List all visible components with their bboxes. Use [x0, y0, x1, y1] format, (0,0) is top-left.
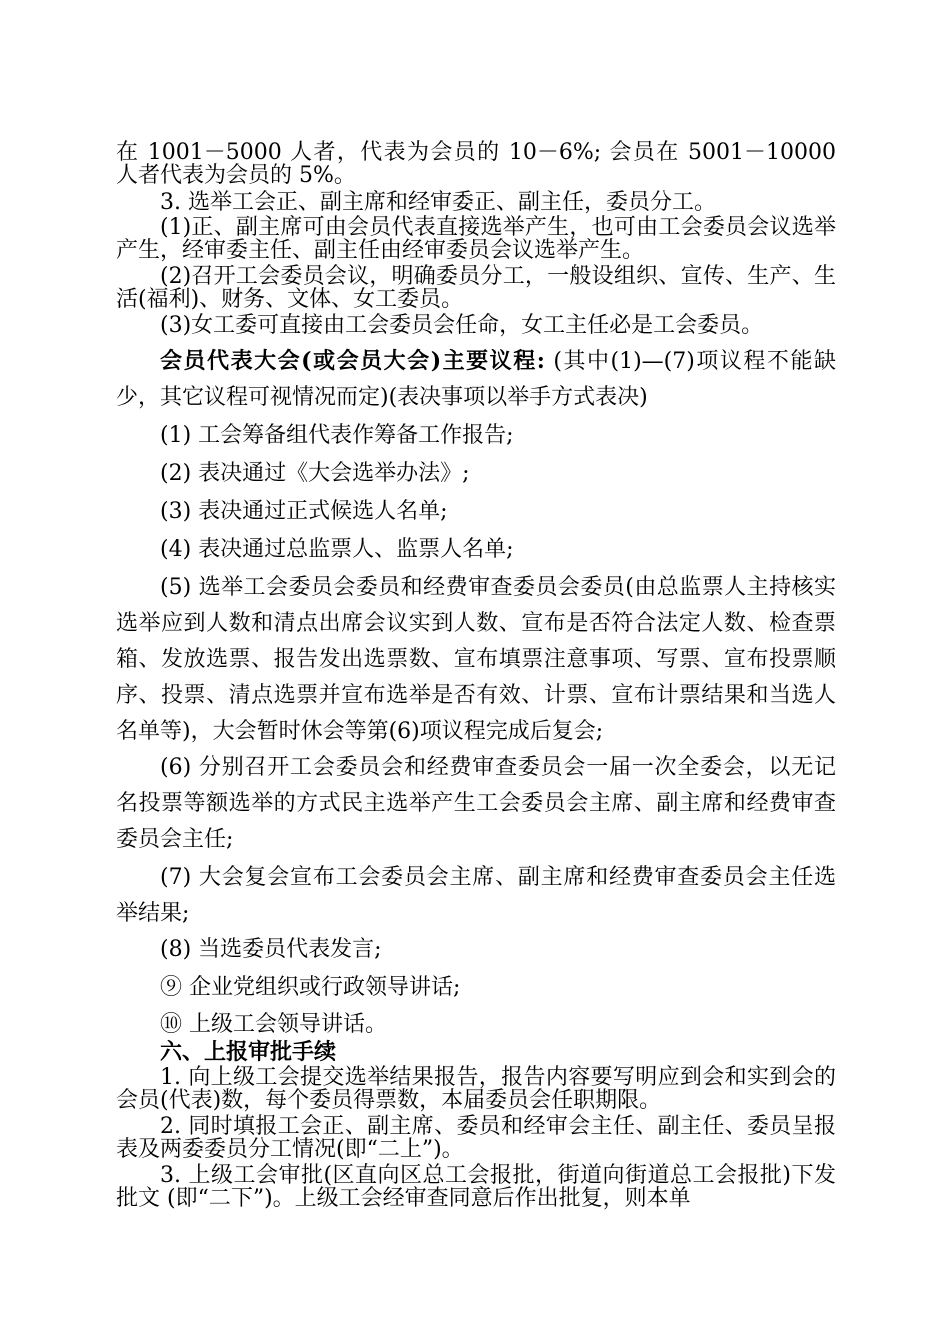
section-6-heading: 六、上报审批手续 [160, 1039, 337, 1065]
section-6-paragraph-1: 1. 向上级工会提交选举结果报告，报告内容要写明应到会和实到会的会员(代表)数，每个委员得票数，本届委员会任职期限。 [116, 1065, 836, 1113]
section-6-paragraph-3: 3. 上级工会审批(区直向区总工会报批，街道向街道总工会报批)下发批文 (即“二下”)。上级工会经审查同意后作出批复，则本单 [116, 1163, 836, 1211]
paragraph-sub-2: (2)召开工会委员会议，明确委员分工，一般设组织、宣传、生产、生活(福利)、财务、文体、女工委员。 [116, 264, 836, 312]
agenda-item-10: ⑩ 上级工会领导讲话。 [160, 1012, 387, 1037]
agenda-item-6: (6) 分别召开工会委员会和经费审查委员会一届一次全委会，以无记名投票等额选举的方式民主选举产生工会委员会主席、副主席和经费审查委员会主任; [116, 755, 836, 852]
agenda-heading: 会员代表大会(或会员大会)主要议程: [160, 348, 545, 374]
agenda-item-8: (8) 当选委员代表发言; [160, 937, 382, 962]
agenda-heading-note: (其中(1)—(7)项议程不能缺少，其它议程可视情况而定)(表决事项以举手方式表决) [116, 349, 836, 410]
paragraph-representative-ratio: 在 1001－5000 人者，代表为会员的 10－6%; 会员在 5001－10000 人者代表为会员的 5%。 [116, 140, 836, 188]
agenda-item-9: ⑨ 企业党组织或行政领导讲话; [160, 975, 461, 1000]
agenda-item-1: (1) 工会筹备组代表作筹备工作报告; [160, 423, 514, 448]
agenda-heading-paragraph [116, 343, 836, 416]
paragraph-item-3: 3. 选举工会正、副主席和经审委正、副主任，委员分工。 [160, 190, 716, 215]
paragraph-sub-1: (1)正、副主席可由会员代表直接选举产生，也可由工会委员会议选举产生，经审委主任、副主任由经审委员会议选举产生。 [116, 215, 836, 263]
agenda-item-3: (3) 表决通过正式候选人名单; [160, 499, 448, 524]
agenda-item-7: (7) 大会复会宣布工会委员会主席、副主席和经费审查委员会主任选举结果; [116, 865, 836, 926]
paragraph-sub-3: (3)女工委可直接由工会委员会任命，女工主任必是工会委员。 [160, 313, 764, 338]
agenda-item-4: (4) 表决通过总监票人、监票人名单; [160, 537, 514, 562]
agenda-item-2: (2) 表决通过《大会选举办法》; [160, 461, 470, 486]
agenda-item-5: (5) 选举工会委员会委员和经费审查委员会委员(由总监票人主持核实选举应到人数和清点出席会议实到人数、宣布是否符合法定人数、检查票箱、发放选票、报告发出选票数、宣布填票注意事项、写票、宣布投票顺序、投票、清点选票并宣布选举是否有效、计票、宣布计票结果和当选人名单等)，大会暂时休会等第(6)项议程完成后复会; [116, 575, 836, 744]
section-6-paragraph-2: 2. 同时填报工会正、副主席、委员和经审会主任、副主任、委员呈报表及两委委员分工情况(即“二上”)。 [116, 1114, 836, 1162]
